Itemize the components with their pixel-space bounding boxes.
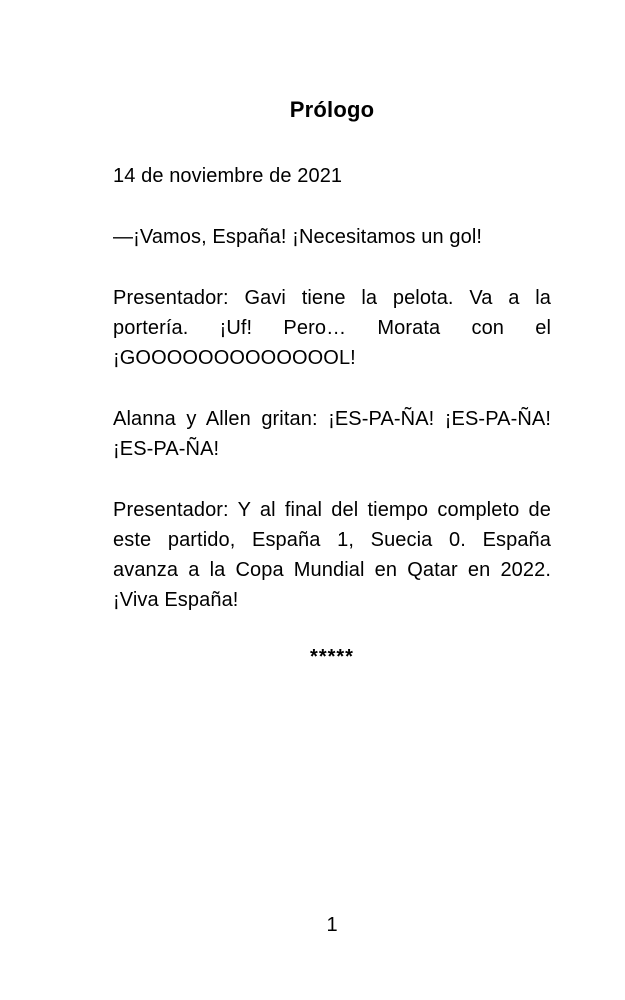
page-content — [113, 96, 551, 669]
chapter-title: Prólogo — [289, 97, 375, 122]
page-number: 1 — [326, 914, 338, 936]
paragraph-chant: Alanna y Allen gritan: ¡ES-PA-ÑA! ¡ES-PA-ÑA! ¡ES-PA-ÑA! — [113, 408, 551, 460]
paragraph-date: 14 de noviembre de 2021 — [113, 165, 343, 187]
section-separator: ***** — [310, 646, 354, 668]
paragraph-announcer-final: Presentador: Y al final del tiempo completo de este partido, España 1, Suecia 0. España avanza a la Copa Mundial en Qatar en 2022. ¡Viva España! — [113, 499, 551, 611]
paragraph-dialogue: —¡Vamos, España! ¡Necesitamos un gol! — [113, 226, 483, 248]
paragraph-announcer-goal: Presentador: Gavi tiene la pelota. Va a la portería. ¡Uf! Pero… Morata con el ¡GOOOOOOOOOOOOOL! — [113, 287, 551, 369]
